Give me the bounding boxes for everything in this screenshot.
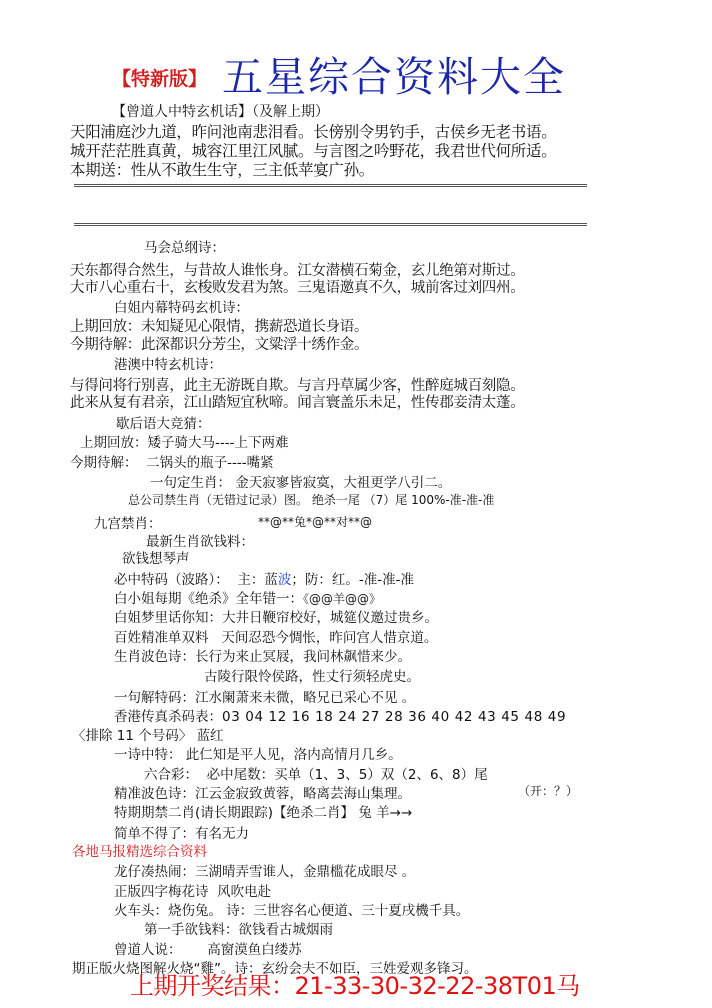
poem-line: 本期送：性从不敢生生守，三主低苹宴广孙。 xyxy=(70,161,375,179)
poem-line: 此来从复有君亲，江山踏短宜秋啼。闻言寰盖乐未足，性传郡妾清太蓬。 xyxy=(70,395,525,411)
label: 一句定生肖： xyxy=(150,475,231,491)
text: 二锅头的瓶子----嘴紧 xyxy=(146,455,274,471)
xiehouyu-now xyxy=(70,451,274,471)
section-title-xiehouyu: 歇后语大竞猜： xyxy=(116,416,211,432)
longzai-line xyxy=(114,860,415,880)
zuixin-title: 最新生肖欲钱料： xyxy=(146,534,254,550)
guard-label: ；防： xyxy=(291,572,332,588)
zuixin-text: 欲钱想琴声 xyxy=(122,551,190,567)
jingzhun-open: （开：？） xyxy=(518,784,579,798)
label: 正版四字梅花诗 xyxy=(114,884,209,900)
text: 江水阑萧来未微，略兄已采心不见 。 xyxy=(195,690,416,706)
jiandan-line xyxy=(114,822,249,842)
zengdaoren-line xyxy=(114,938,302,958)
text: 有名无力 xyxy=(195,826,249,842)
label: 特期期禁二肖(请长期跟踪)【绝杀二肖】 xyxy=(114,805,355,821)
label: 今期待解： xyxy=(70,455,138,471)
label: 龙仔凑热闹： xyxy=(114,864,195,880)
label: 今期待解： xyxy=(70,337,141,353)
baijie-now xyxy=(70,333,368,354)
separator xyxy=(74,223,587,228)
numbers: 03 04 12 16 18 24 27 28 36 40 42 43 45 48 49 xyxy=(222,709,567,725)
exclude: 〈排除 11 个号码〉 xyxy=(72,728,193,744)
poem-line: 天东都得合然生，与昔故人谁怅身。江女潜横石菊金，玄儿绝第对斯过。 xyxy=(70,263,525,279)
zonggongsi-line: 总公司禁生肖（无错过记录）图。 绝杀一尾 （7）尾 100%-准-准-准 xyxy=(128,493,495,507)
text: 金天寂寥皆寂寞，大祖更学八引二。 xyxy=(235,475,452,491)
guard-value: 红 xyxy=(331,572,346,588)
text: 三湖晴弄雪谁人，金鼎槛花成眼尽 。 xyxy=(195,864,416,880)
last-draw-result: 上期开奖结果：21-33-30-32-22-38T01马 xyxy=(130,972,580,1000)
xiehouyu-last xyxy=(80,431,289,451)
hongkong-line xyxy=(114,705,566,725)
label: 香港传真杀码表： xyxy=(114,709,222,725)
text: 大井日鞭帘校好，城筵仪邀过贵乡。 xyxy=(222,610,438,626)
label: 白姐梦里话你知： xyxy=(114,610,222,626)
section-title-zengdaoren: 【曾道人中特玄机话】（及解上期） xyxy=(112,104,329,120)
label: 生肖波色诗： xyxy=(114,649,195,665)
text: 欲钱看古城烟雨 xyxy=(238,922,333,938)
huoche-line xyxy=(114,899,469,919)
jiugong-label: 九宫禁肖： xyxy=(94,516,162,532)
mengli-line xyxy=(114,606,438,626)
label: 六合彩： xyxy=(144,767,198,783)
yijujie-line xyxy=(114,686,415,706)
text: 江云金寂致黄蓉，略离芸海山集理。 xyxy=(195,786,411,802)
label: 上期回放： xyxy=(80,435,148,451)
baixiaojie-line xyxy=(114,587,381,607)
label: 火车头：烧伤兔。 xyxy=(114,903,222,919)
yiju-dingshengxiao xyxy=(150,471,451,491)
yishi-line xyxy=(114,743,402,763)
gedi-title: 各地马报精选综合资料 xyxy=(72,844,207,860)
qizheng-line: 期正版火烧图解火烧“雞”。诗：玄纷会夫不如臣，三姓爱观多锋习。 xyxy=(72,961,478,977)
label: 上期回放： xyxy=(70,319,141,335)
text: 长行为来止冥屐，我问林飙惜来少。 xyxy=(195,649,411,665)
label: 曾道人说： xyxy=(114,942,182,958)
label: 一句解特码： xyxy=(114,690,195,706)
label: 简单不得了： xyxy=(114,826,195,842)
jingzhun-line xyxy=(114,782,411,802)
main-suffix: 波 xyxy=(277,572,292,588)
main-value: 蓝 xyxy=(264,572,278,588)
main-label: 主： xyxy=(237,572,265,588)
text: 未知疑见心限情，携薪恐道长身语。 xyxy=(141,319,369,335)
diyishou-line xyxy=(144,918,333,938)
color: 蓝红 xyxy=(196,728,224,744)
label: 白小姐每期《绝杀》全年错一： xyxy=(114,591,303,607)
text: 必中尾数：买单（1、3、5）双（2、6、8）尾 xyxy=(206,767,488,783)
teqi-line xyxy=(114,801,412,821)
text: 天间忍恐今惆怅，昨问宫人惜京道。 xyxy=(221,630,438,646)
text: 此仁知是平人见，洛内高情月几乡。 xyxy=(185,747,402,763)
label: 第一手欲钱料： xyxy=(144,922,239,938)
baixing-line xyxy=(114,626,437,646)
section-title-mahui: 马会总纲诗： xyxy=(144,240,225,256)
boseshi-line xyxy=(114,645,411,665)
poem-line: 大市八心重右十，玄梭败发君为煞。三鬼语邀真不久，城前客过刘四州。 xyxy=(70,280,525,296)
text: 风吹电赴 xyxy=(217,884,272,900)
text: 诗：三世容名心便道、三十夏戌機千具。 xyxy=(226,903,470,919)
label: 精准波色诗： xyxy=(114,786,195,802)
poem-line: 城开茫茫胜真黄，城容江里江风腻。与言图之吟野花，我君世代何所适。 xyxy=(70,142,557,160)
text: 兔 羊→→ xyxy=(358,805,413,821)
guard-suffix: 。-准-准-准 xyxy=(345,572,414,588)
poem-line: 与得问将行别喜，此主无游既自欺。与言丹草属少客，性醉庭城百刻隐。 xyxy=(70,378,525,394)
boseshi-line2: 古陵行限怜侯路，性丈行须轻虎史。 xyxy=(204,669,420,685)
hongkong-exclude xyxy=(72,724,224,744)
text: 矮子骑大马----上下两难 xyxy=(147,435,289,451)
separator xyxy=(74,184,587,189)
bizhong-line xyxy=(114,568,414,588)
label: 百姓精准单双料 xyxy=(114,630,209,646)
jiugong-text: **@**兔*@**对**@ xyxy=(258,515,373,529)
section-title-gangao: 港澳中特玄机诗： xyxy=(114,357,222,373)
text: 《@@羊@@》 xyxy=(303,592,382,606)
liuhecai-line xyxy=(144,763,488,783)
poem-line: 天阳浦庭沙九道，昨问池南悲泪看。长傍别令男钓手，古侯乡无老书语。 xyxy=(70,123,557,141)
special-edition-label: 【特新版】 xyxy=(112,68,208,90)
text: 高窗漠鱼白缕苏 xyxy=(207,942,302,958)
zhengban-line xyxy=(114,880,271,900)
label: 一诗中特： xyxy=(114,747,182,763)
text: 此深都识分芳尘，文粱浮十绣作金。 xyxy=(141,337,369,353)
page-title: 五星综合资料大全 xyxy=(222,53,566,101)
section-title-baijie: 白姐内幕特码玄机诗： xyxy=(114,300,249,316)
label: 必中特码（波路）： xyxy=(114,572,229,588)
